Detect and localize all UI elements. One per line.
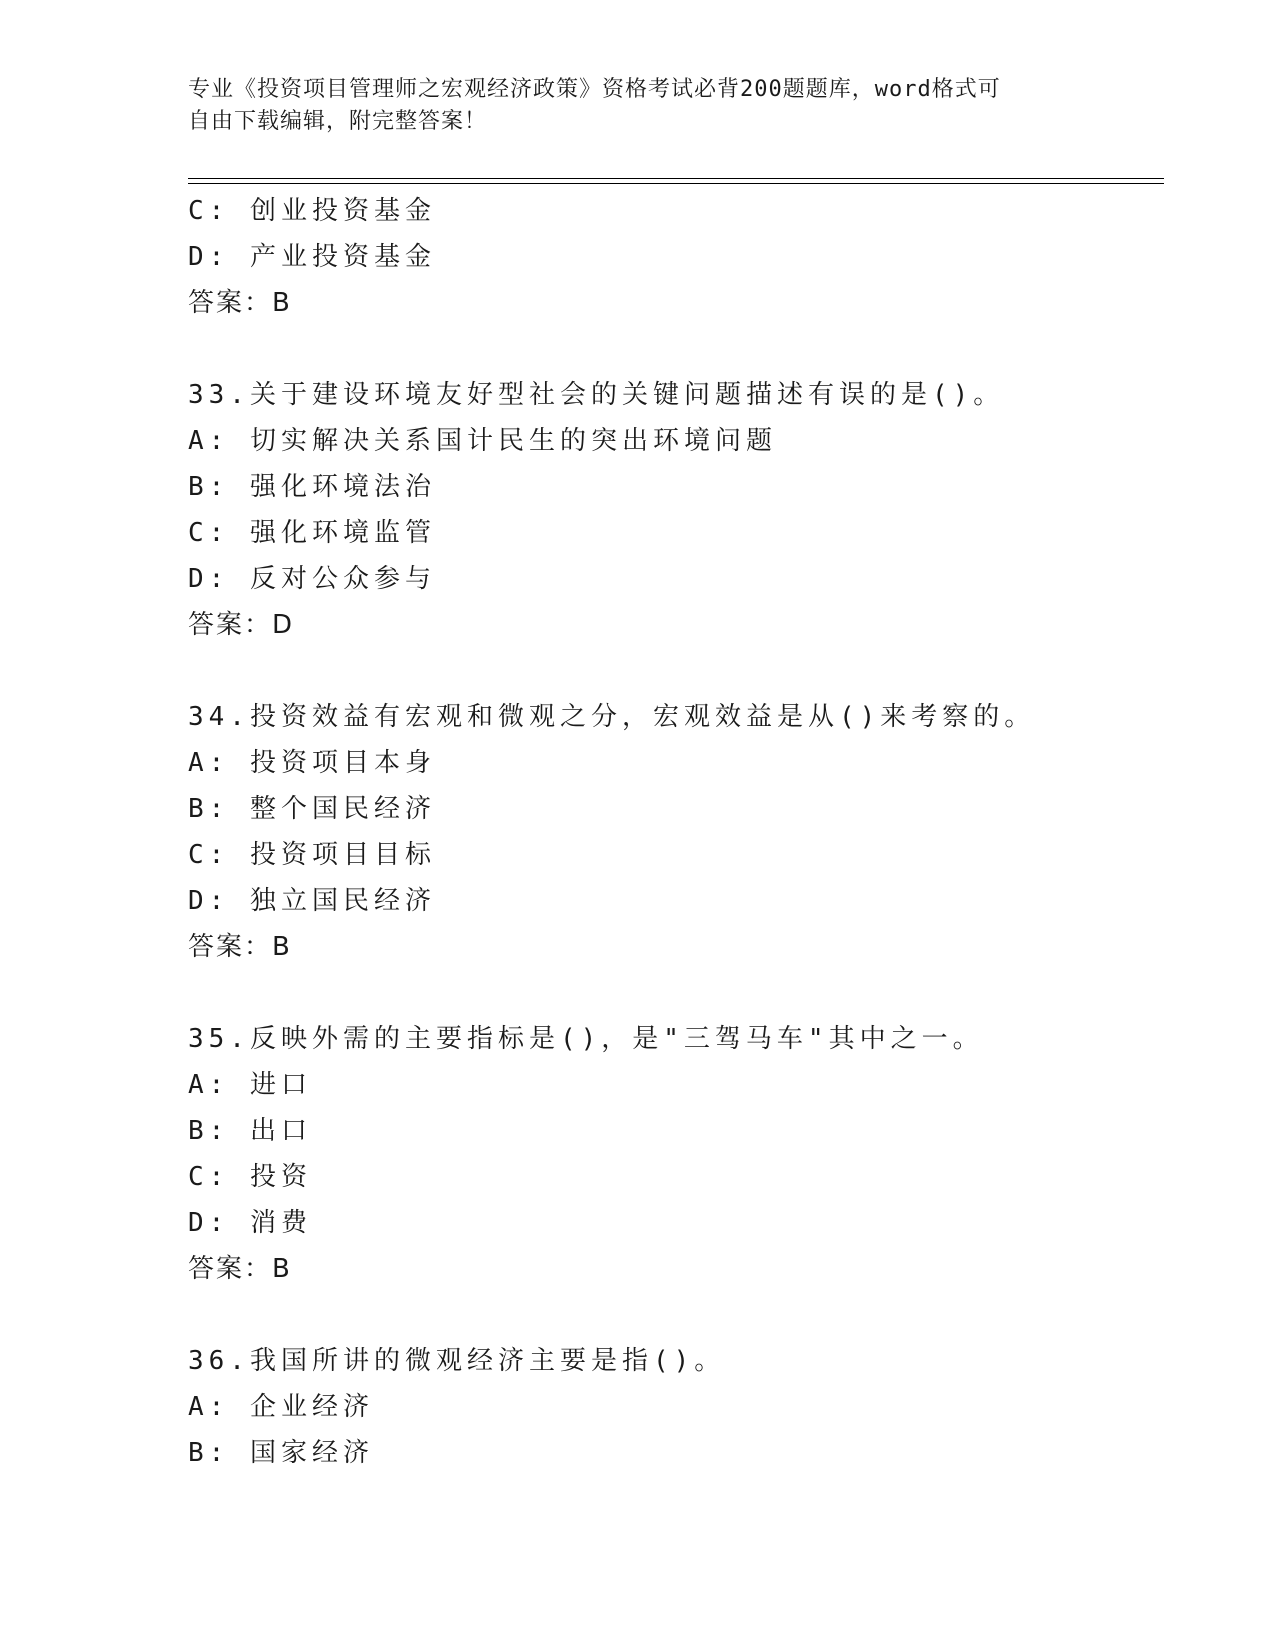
header-divider-bottom (188, 183, 1164, 184)
option-b: B: 强化环境法治 (188, 472, 436, 502)
option-c: C: 投资项目目标 (188, 840, 436, 870)
document-header (188, 74, 1088, 138)
option-a: A: 进口 (188, 1070, 312, 1100)
spacer (188, 970, 1168, 1016)
question-32-tail (188, 188, 1168, 326)
question-stem: 35.反映外需的主要指标是()，是"三驾马车"其中之一。 (188, 1024, 984, 1054)
option-a: A: 切实解决关系国计民生的突出环境问题 (188, 426, 777, 456)
question-36 (188, 1338, 1168, 1476)
answer: 答案：B (188, 932, 292, 962)
header-divider-top (188, 178, 1164, 179)
header-line-2: 自由下载编辑，附完整答案！ (188, 109, 488, 134)
option-d: D: 独立国民经济 (188, 886, 436, 916)
option-c: C: 投资 (188, 1162, 312, 1192)
answer: 答案：B (188, 288, 292, 318)
option-b: B: 国家经济 (188, 1438, 374, 1468)
spacer (188, 648, 1168, 694)
option-b: B: 整个国民经济 (188, 794, 436, 824)
header-line-1: 专业《投资项目管理师之宏观经济政策》资格考试必背200题题库，word格式可 (188, 77, 1001, 102)
question-33 (188, 372, 1168, 648)
spacer (188, 1292, 1168, 1338)
answer: 答案：D (188, 610, 295, 640)
question-35 (188, 1016, 1168, 1292)
question-stem: 36.我国所讲的微观经济主要是指()。 (188, 1346, 726, 1376)
option-b: B: 出口 (188, 1116, 312, 1146)
option-d: D: 产业投资基金 (188, 242, 436, 272)
spacer (188, 326, 1168, 372)
question-34 (188, 694, 1168, 970)
option-d: D: 反对公众参与 (188, 564, 436, 594)
question-stem: 33.关于建设环境友好型社会的关键问题描述有误的是()。 (188, 380, 1005, 410)
question-list (188, 188, 1168, 1476)
option-c: C: 创业投资基金 (188, 196, 436, 226)
option-d: D: 消费 (188, 1208, 312, 1238)
option-c: C: 强化环境监管 (188, 518, 436, 548)
option-a: A: 企业经济 (188, 1392, 374, 1422)
question-stem: 34.投资效益有宏观和微观之分，宏观效益是从()来考察的。 (188, 702, 1036, 732)
option-a: A: 投资项目本身 (188, 748, 436, 778)
answer: 答案：B (188, 1254, 292, 1284)
